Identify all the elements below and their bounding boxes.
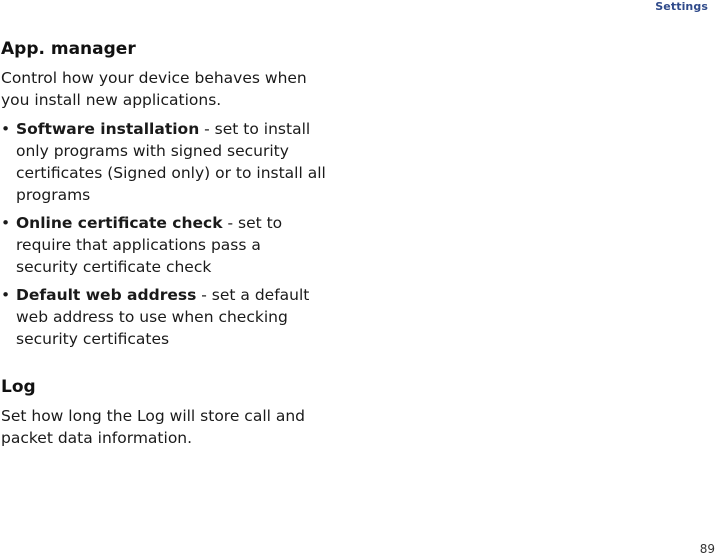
bullet-icon: • — [1, 286, 11, 304]
running-header: Settings — [655, 0, 708, 13]
bullet-icon: • — [1, 214, 11, 232]
option-description: - set to require that applications pass a security certificate check — [16, 214, 283, 276]
page-content — [1, 37, 327, 449]
log-heading: Log — [1, 377, 36, 397]
app-manager-intro: Control how your device behaves when you install new applications. — [1, 69, 307, 109]
option-term: Software installation — [16, 120, 200, 138]
bullet-icon: • — [1, 120, 11, 138]
app-manager-section — [1, 37, 327, 350]
list-item-online-certificate-check — [1, 212, 327, 278]
log-intro: Set how long the Log will store call and packet data information. — [1, 407, 306, 447]
log-section — [1, 375, 327, 449]
app-manager-options-list — [1, 118, 327, 350]
option-description: - set to install only programs with signed security certificates (Signed only) or to install all programs — [16, 120, 326, 204]
page-number: 89 — [699, 542, 715, 556]
list-item-software-installation — [1, 118, 327, 206]
option-description: - set a default web address to use when checking security certificates — [16, 286, 310, 348]
option-term: Default web address — [16, 286, 197, 304]
list-item-default-web-address — [1, 284, 327, 350]
option-term: Online certificate check — [16, 214, 223, 232]
app-manager-heading: App. manager — [1, 39, 136, 59]
